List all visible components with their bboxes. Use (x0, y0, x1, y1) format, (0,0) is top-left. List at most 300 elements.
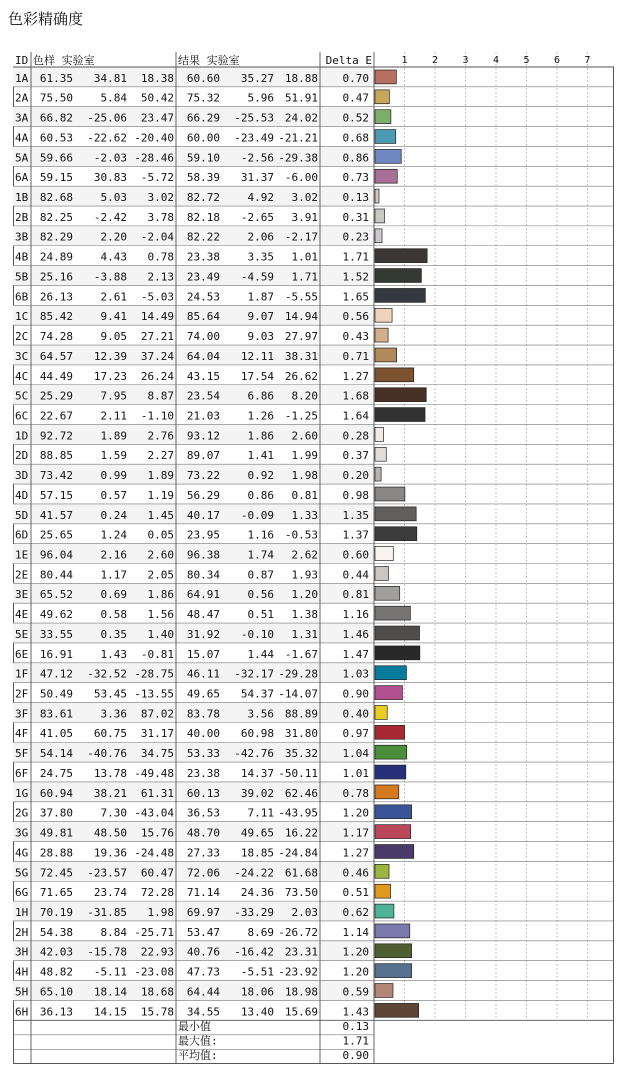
summary-value-avg: 0.90 (342, 1049, 369, 1062)
delta-e-value: 0.40 (342, 707, 369, 721)
result-l: 53.47 (186, 925, 220, 939)
sample-b: -2.04 (140, 230, 174, 244)
result-l: 47.73 (186, 965, 220, 979)
sample-a: 14.15 (93, 1005, 127, 1019)
delta-e-value: 1.04 (342, 747, 369, 761)
sample-a: 1.17 (100, 568, 127, 582)
result-b: 1.71 (291, 270, 318, 284)
sample-l: 59.66 (39, 151, 73, 165)
sample-l: 24.89 (39, 250, 73, 264)
delta-e-bar (375, 209, 384, 223)
sample-a: 1.24 (100, 528, 127, 542)
delta-e-bar (375, 825, 411, 839)
sample-a: 38.21 (93, 786, 127, 800)
sample-b: -13.55 (134, 687, 174, 701)
result-b: 23.31 (284, 945, 318, 959)
result-b: 2.03 (291, 905, 318, 919)
delta-e-bar (375, 527, 417, 541)
row-id: 5C (15, 389, 29, 403)
page-title: 色彩精确度 (8, 10, 84, 28)
result-b: 2.62 (291, 548, 318, 562)
sample-b: 0.78 (147, 250, 174, 264)
row-id: 6A (15, 171, 29, 185)
row-id: 2B (15, 210, 29, 224)
sample-a: 0.57 (100, 488, 127, 502)
row-id: 1F (15, 667, 29, 681)
delta-e-value: 0.78 (342, 786, 369, 800)
delta-e-bar (375, 507, 416, 521)
result-b: 2.60 (291, 429, 318, 443)
delta-e-value: 0.37 (342, 449, 369, 463)
result-b: 0.81 (291, 488, 318, 502)
row-id: 6C (15, 409, 29, 423)
result-b: -26.72 (278, 925, 318, 939)
delta-e-value: 1.27 (342, 369, 369, 383)
result-b: 1.93 (291, 568, 318, 582)
result-l: 82.18 (186, 210, 220, 224)
sample-b: 0.05 (147, 528, 174, 542)
sample-a: 0.99 (100, 469, 127, 483)
result-l: 74.00 (186, 330, 220, 344)
result-l: 73.22 (186, 469, 220, 483)
result-l: 80.34 (186, 568, 220, 582)
delta-e-bar (375, 944, 412, 958)
axis-tick-label: 4 (492, 55, 500, 66)
result-b: 62.46 (284, 786, 318, 800)
row-id: 3F (15, 707, 29, 721)
sample-l: 49.62 (39, 608, 73, 622)
delta-e-value: 0.71 (342, 349, 369, 363)
delta-e-bar (375, 149, 401, 163)
delta-e-value: 1.20 (342, 806, 369, 820)
delta-e-bar (375, 626, 420, 640)
result-b: 35.32 (284, 747, 318, 761)
sample-a: -2.03 (93, 151, 127, 165)
delta-e-value: 0.46 (342, 866, 369, 880)
sample-a: -3.88 (93, 270, 127, 284)
delta-e-bar (375, 686, 402, 700)
delta-e-value: 1.46 (342, 627, 369, 641)
sample-a: 53.45 (93, 687, 127, 701)
result-l: 96.38 (186, 548, 220, 562)
result-a: 2.06 (247, 230, 274, 244)
sample-a: 7.30 (100, 806, 127, 820)
result-l: 58.39 (186, 171, 220, 185)
header-sample: 色样 实验室 (33, 54, 95, 67)
axis-tick-label: 6 (553, 55, 561, 66)
result-l: 46.11 (186, 667, 220, 681)
sample-b: -49.48 (134, 766, 174, 780)
result-a: 0.51 (247, 608, 274, 622)
sample-b: 1.19 (147, 488, 174, 502)
sample-l: 60.94 (39, 786, 73, 800)
row-id: 4C (15, 369, 29, 383)
sample-l: 25.29 (39, 389, 73, 403)
result-a: -5.51 (240, 965, 274, 979)
result-b: 73.50 (284, 886, 318, 900)
delta-e-value: 0.68 (342, 131, 369, 145)
delta-e-value: 0.13 (342, 191, 369, 205)
sample-b: 8.87 (147, 389, 174, 403)
result-l: 60.00 (186, 131, 220, 145)
result-b: 16.22 (284, 826, 318, 840)
sample-l: 47.12 (39, 667, 73, 681)
result-b: -43.95 (278, 806, 318, 820)
row-id: 4D (15, 488, 29, 502)
result-b: 1.01 (291, 250, 318, 264)
row-id: 4H (15, 965, 29, 979)
result-l: 21.03 (186, 409, 220, 423)
sample-b: 26.24 (140, 369, 174, 383)
result-a: 17.54 (240, 369, 274, 383)
summary-label-avg: 平均值: (178, 1049, 218, 1062)
axis-tick-label: 5 (523, 55, 530, 66)
result-a: 14.37 (240, 766, 274, 780)
row-id: 3E (15, 588, 29, 602)
row-id: 4F (15, 727, 29, 741)
sample-l: 26.13 (39, 290, 73, 304)
delta-e-value: 0.56 (342, 310, 369, 324)
sample-b: -28.75 (134, 667, 174, 681)
result-a: -33.29 (234, 905, 274, 919)
sample-l: 42.03 (39, 945, 73, 959)
delta-e-bar (375, 408, 425, 422)
delta-e-bar (375, 447, 386, 461)
row-id: 6H (15, 1005, 29, 1019)
delta-e-value: 0.60 (342, 548, 369, 562)
sample-b: 27.21 (140, 330, 174, 344)
result-l: 59.10 (186, 151, 220, 165)
sample-l: 24.75 (39, 766, 73, 780)
delta-e-bar (375, 586, 400, 600)
row-id: 4A (15, 131, 29, 145)
sample-l: 57.15 (39, 488, 73, 502)
result-a: 39.02 (240, 786, 274, 800)
sample-a: 4.43 (100, 250, 127, 264)
sample-a: -25.06 (87, 111, 127, 125)
delta-e-value: 0.28 (342, 429, 369, 443)
delta-e-value: 0.47 (342, 91, 369, 105)
sample-b: 2.27 (147, 449, 174, 463)
result-l: 53.33 (186, 747, 220, 761)
sample-b: -1.10 (140, 409, 174, 423)
summary-label-min: 最小值 (178, 1019, 211, 1033)
sample-l: 65.52 (39, 588, 73, 602)
result-b: 38.31 (284, 349, 318, 363)
result-b: -24.84 (278, 846, 318, 860)
result-a: 35.27 (240, 71, 274, 85)
result-l: 15.07 (186, 647, 220, 661)
result-a: 3.35 (247, 250, 274, 264)
result-l: 31.92 (186, 627, 220, 641)
sample-b: 2.05 (147, 568, 174, 582)
sample-b: 2.76 (147, 429, 174, 443)
row-id: 5D (15, 508, 29, 522)
delta-e-bar (375, 805, 412, 819)
delta-e-value: 1.43 (342, 1005, 369, 1019)
sample-l: 82.29 (39, 230, 73, 244)
sample-b: 1.56 (147, 608, 174, 622)
sample-a: 0.58 (100, 608, 127, 622)
result-b: 15.69 (284, 1005, 318, 1019)
result-b: -14.07 (278, 687, 318, 701)
result-b: 88.89 (284, 707, 318, 721)
result-l: 23.38 (186, 250, 220, 264)
delta-e-bar (375, 785, 399, 799)
result-l: 75.32 (186, 91, 220, 105)
result-b: -1.25 (284, 409, 318, 423)
result-a: -24.22 (234, 866, 274, 880)
delta-e-value: 1.52 (342, 270, 369, 284)
result-a: 1.41 (247, 449, 274, 463)
sample-b: 3.78 (147, 210, 174, 224)
result-l: 64.44 (186, 985, 220, 999)
sample-a: 9.41 (100, 310, 127, 324)
sample-a: 0.24 (100, 508, 127, 522)
result-a: -0.09 (240, 508, 274, 522)
delta-e-bar (375, 308, 392, 322)
result-a: 0.87 (247, 568, 274, 582)
sample-l: 96.04 (39, 548, 73, 562)
result-l: 40.00 (186, 727, 220, 741)
sample-l: 25.16 (39, 270, 73, 284)
delta-e-bar (375, 467, 381, 481)
result-a: 1.44 (247, 647, 274, 661)
result-b: 18.98 (284, 985, 318, 999)
result-l: 23.54 (186, 389, 220, 403)
result-b: -0.53 (284, 528, 318, 542)
delta-e-bar (375, 110, 391, 124)
delta-e-value: 1.47 (342, 647, 369, 661)
sample-l: 92.72 (39, 429, 73, 443)
result-l: 40.76 (186, 945, 220, 959)
sample-a: 17.23 (93, 369, 127, 383)
delta-e-bar (375, 130, 396, 144)
delta-e-bar (375, 884, 391, 898)
result-a: 54.37 (240, 687, 274, 701)
delta-e-value: 0.43 (342, 330, 369, 344)
sample-a: 23.74 (93, 886, 127, 900)
sample-a: -5.11 (93, 965, 127, 979)
sample-l: 37.80 (39, 806, 73, 820)
sample-l: 88.85 (39, 449, 73, 463)
sample-a: 2.11 (100, 409, 127, 423)
sample-a: 18.14 (93, 985, 127, 999)
result-b: 1.99 (291, 449, 318, 463)
sample-a: 48.50 (93, 826, 127, 840)
result-a: -23.49 (234, 131, 274, 145)
sample-l: 70.19 (39, 905, 73, 919)
result-a: -32.17 (234, 667, 274, 681)
sample-a: 2.16 (100, 548, 127, 562)
result-b: 1.38 (291, 608, 318, 622)
result-l: 40.17 (186, 508, 220, 522)
result-b: 26.62 (284, 369, 318, 383)
result-l: 34.55 (186, 1005, 220, 1019)
row-id: 1H (15, 905, 29, 919)
row-id: 1B (15, 191, 29, 205)
result-b: -6.00 (284, 171, 318, 185)
result-b: 1.33 (291, 508, 318, 522)
result-a: 60.98 (240, 727, 274, 741)
sample-b: -5.03 (140, 290, 174, 304)
delta-e-bar (375, 567, 388, 581)
sample-a: -40.76 (87, 747, 127, 761)
delta-e-value: 0.31 (342, 210, 369, 224)
result-a: 1.16 (247, 528, 274, 542)
row-id: 2C (15, 330, 29, 344)
axis-tick-label: 1 (401, 55, 408, 66)
result-b: 1.98 (291, 469, 318, 483)
delta-e-value: 0.86 (342, 151, 369, 165)
result-l: 48.70 (186, 826, 220, 840)
sample-l: 25.65 (39, 528, 73, 542)
row-id: 2H (15, 925, 29, 939)
delta-e-bar (375, 904, 394, 918)
sample-a: 1.59 (100, 449, 127, 463)
delta-e-bar (375, 864, 389, 878)
sample-b: -24.48 (134, 846, 174, 860)
result-l: 69.97 (186, 905, 220, 919)
delta-e-value: 0.81 (342, 588, 369, 602)
row-id: 2A (15, 91, 29, 105)
sample-l: 22.67 (39, 409, 73, 423)
delta-e-bar (375, 666, 406, 680)
delta-e-value: 1.65 (342, 290, 369, 304)
delta-e-bar (375, 606, 410, 620)
delta-e-value: 0.98 (342, 488, 369, 502)
sample-l: 72.45 (39, 866, 73, 880)
result-l: 60.13 (186, 786, 220, 800)
delta-e-value: 1.17 (342, 826, 369, 840)
result-a: 0.86 (247, 488, 274, 502)
sample-l: 48.82 (39, 965, 73, 979)
sample-l: 85.42 (39, 310, 73, 324)
delta-e-bar (375, 169, 397, 183)
sample-l: 75.50 (39, 91, 73, 105)
result-b: -29.28 (278, 667, 318, 681)
result-a: -2.65 (240, 210, 274, 224)
sample-b: 61.31 (140, 786, 174, 800)
sample-b: 14.49 (140, 310, 174, 324)
sample-b: 2.13 (147, 270, 174, 284)
summary-value-min: 0.13 (342, 1019, 369, 1033)
sample-a: 19.36 (93, 846, 127, 860)
delta-e-bar (375, 547, 393, 561)
result-a: 13.40 (240, 1005, 274, 1019)
axis-tick-label: 2 (431, 55, 439, 66)
delta-e-bar (375, 646, 420, 660)
sample-l: 44.49 (39, 369, 73, 383)
sample-b: 1.45 (147, 508, 174, 522)
result-b: -29.38 (278, 151, 318, 165)
sample-l: 61.35 (39, 71, 73, 85)
sample-b: 50.42 (140, 91, 174, 105)
delta-e-value: 0.51 (342, 886, 369, 900)
result-b: 3.02 (291, 191, 318, 205)
sample-a: 7.95 (100, 389, 127, 403)
delta-e-value: 0.62 (342, 905, 369, 919)
delta-e-value: 1.14 (342, 925, 369, 939)
result-l: 66.29 (186, 111, 220, 125)
result-l: 23.49 (186, 270, 220, 284)
delta-e-value: 1.35 (342, 508, 369, 522)
row-id: 1C (15, 310, 29, 324)
result-b: 24.02 (284, 111, 318, 125)
sample-b: 2.60 (147, 548, 174, 562)
result-a: 31.37 (240, 171, 274, 185)
result-a: -0.10 (240, 627, 274, 641)
delta-e-bar (375, 924, 410, 938)
row-id: 2F (15, 687, 29, 701)
delta-e-bar (375, 964, 412, 978)
result-a: 0.56 (247, 588, 274, 602)
result-a: 12.11 (240, 349, 274, 363)
delta-e-value: 1.64 (342, 409, 369, 423)
row-id: 1E (15, 548, 29, 562)
result-b: 51.91 (284, 91, 318, 105)
sample-a: -2.42 (93, 210, 127, 224)
result-l: 24.53 (186, 290, 220, 304)
result-l: 27.33 (186, 846, 220, 860)
sample-b: 15.78 (140, 1005, 174, 1019)
result-l: 82.22 (186, 230, 220, 244)
result-l: 23.95 (186, 528, 220, 542)
row-id: 4G (15, 846, 29, 860)
row-id: 3C (15, 349, 29, 363)
sample-b: 34.75 (140, 747, 174, 761)
delta-e-bar (375, 229, 382, 243)
sample-a: 8.84 (100, 925, 127, 939)
result-l: 48.47 (186, 608, 220, 622)
result-l: 82.72 (186, 191, 220, 205)
delta-e-value: 0.23 (342, 230, 369, 244)
header-result: 结果 实验室 (178, 54, 240, 67)
delta-e-bar (375, 845, 414, 859)
row-id: 6B (15, 290, 29, 304)
sample-a: 30.83 (93, 171, 127, 185)
sample-l: 82.68 (39, 191, 73, 205)
row-id: 1G (15, 786, 29, 800)
sample-a: 13.78 (93, 766, 127, 780)
result-a: 7.11 (247, 806, 274, 820)
result-l: 43.15 (186, 369, 220, 383)
delta-e-bar (375, 90, 389, 104)
sample-l: 36.13 (39, 1005, 73, 1019)
sample-b: 1.98 (147, 905, 174, 919)
sample-l: 80.44 (39, 568, 73, 582)
sample-a: 9.05 (100, 330, 127, 344)
result-a: 49.65 (240, 826, 274, 840)
sample-b: -25.71 (134, 925, 174, 939)
sample-a: -32.52 (87, 667, 127, 681)
sample-l: 16.91 (39, 647, 73, 661)
header-delta: Delta E (325, 54, 372, 67)
sample-l: 64.57 (39, 349, 73, 363)
sample-a: 1.43 (100, 647, 127, 661)
result-a: -2.56 (240, 151, 274, 165)
delta-e-bar (375, 984, 393, 998)
row-id: 4B (15, 250, 29, 264)
sample-b: 3.02 (147, 191, 174, 205)
result-a: 1.86 (247, 429, 274, 443)
row-id: 6F (15, 766, 29, 780)
result-a: 4.92 (247, 191, 274, 205)
result-l: 60.60 (186, 71, 220, 85)
result-a: 0.92 (247, 469, 274, 483)
row-id: 4E (15, 608, 29, 622)
result-a: 5.96 (247, 91, 274, 105)
